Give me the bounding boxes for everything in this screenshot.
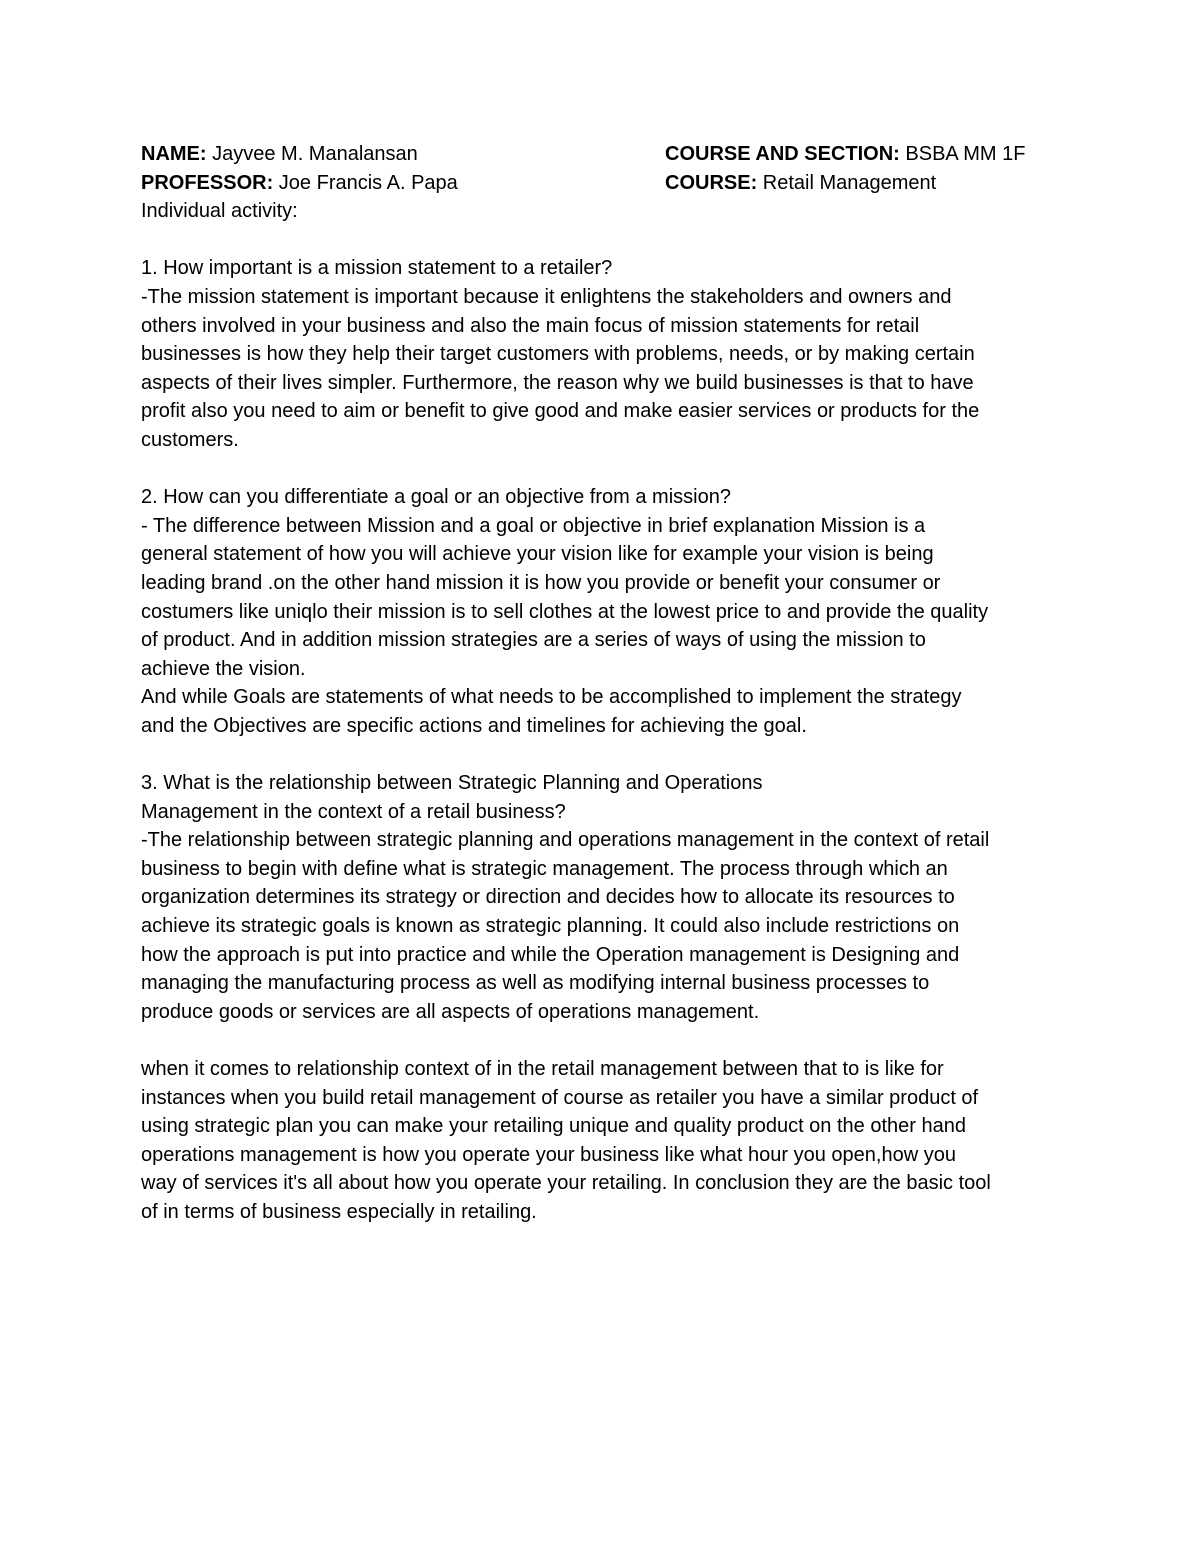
activity-label: Individual activity: [141, 200, 298, 223]
spacer [141, 455, 1071, 484]
text-line: 2. How can you differentiate a goal or an objective from a mission? [141, 486, 731, 509]
spacer [141, 740, 1071, 769]
text-line: when it comes to relationship context of in the retail management between that to is like for [141, 1058, 944, 1080]
text-line: aspects of their lives simpler. Furthermore, the reason why we build businesses is that to have [141, 371, 974, 394]
text-line: of product. And in addition mission strategies are a series of ways of using the mission to [141, 629, 926, 652]
document-content [141, 140, 1071, 1227]
spacer [141, 226, 1071, 255]
course-section-value: BSBA MM 1F [899, 143, 1026, 165]
course-section [665, 140, 1071, 169]
text-line: achieve the vision. [141, 657, 306, 680]
text-line: -The mission statement is important because it enlightens the stakeholders and owners and [141, 285, 952, 308]
professor [141, 169, 665, 198]
text-line: -The relationship between strategic planning and operations management in the context of retail [141, 829, 990, 852]
professor-label: PROFESSOR: [141, 171, 274, 194]
text-line: way of services it's all about how you operate your retailing. In conclusion they are the basic tool [141, 1172, 991, 1195]
course-value: Retail Management [757, 171, 937, 194]
text-line: 1. How important is a mission statement to a retailer? [141, 257, 613, 280]
course [665, 169, 1071, 198]
answer-paragraph [141, 254, 1071, 454]
text-line: operations management is how you operate your business like what hour you open,how you [141, 1143, 956, 1166]
text-line: managing the manufacturing process as well as modifying internal business processes to [141, 972, 930, 995]
answers-body [141, 254, 1071, 1226]
text-line: produce goods or services are all aspects of operations management. [141, 1000, 760, 1023]
text-line: using strategic plan you can make your retailing unique and quality product on the other hand [141, 1115, 966, 1138]
text-line: instances when you build retail management of course as retailer you have a similar product of [141, 1086, 979, 1109]
text-line: leading brand .on the other hand mission it is how you provide or benefit your consumer or [141, 571, 941, 594]
text-line: - The difference between Mission and a goal or objective in brief explanation Mission is a [141, 514, 926, 537]
answer-paragraph [141, 483, 1071, 740]
text-line: profit also you need to aim or benefit to give good and make easier services or products for the [141, 400, 980, 423]
text-line: and the Objectives are specific actions and timelines for achieving the goal. [141, 714, 807, 737]
text-line: business to begin with define what is strategic management. The process through which an [141, 857, 948, 880]
text-line: others involved in your business and also the main focus of mission statements for retail [141, 314, 920, 337]
text-line: And while Goals are statements of what needs to be accomplished to implement the strategy [141, 686, 962, 709]
answer-paragraph [141, 1055, 1071, 1227]
name-label: NAME: [141, 143, 207, 165]
text-line: customers. [141, 428, 239, 451]
header-row-1 [141, 140, 1071, 169]
course-section-label: COURSE AND SECTION: [665, 143, 900, 165]
answer-paragraph [141, 769, 1071, 1026]
text-line: 3. What is the relationship between Strategic Planning and Operations [141, 772, 763, 795]
student-name [141, 140, 665, 169]
header-row-2 [141, 169, 1071, 198]
text-line: of in terms of business especially in retailing. [141, 1200, 537, 1223]
text-line: general statement of how you will achieve your vision like for example your vision is being [141, 543, 934, 566]
text-line: how the approach is put into practice and while the Operation management is Designing and [141, 943, 960, 966]
professor-value: Joe Francis A. Papa [273, 171, 458, 194]
text-line: achieve its strategic goals is known as strategic planning. It could also include restrictions on [141, 915, 960, 938]
spacer [141, 1026, 1071, 1055]
text-line: Management in the context of a retail business? [141, 800, 566, 823]
course-label: COURSE: [665, 171, 758, 194]
text-line: organization determines its strategy or direction and decides how to allocate its resources to [141, 886, 955, 909]
name-value: Jayvee M. Manalansan [206, 143, 418, 165]
text-line: businesses is how they help their target customers with problems, needs, or by making certain [141, 343, 975, 366]
text-line: costumers like uniqlo their mission is to sell clothes at the lowest price to and provide the quality [141, 600, 989, 623]
